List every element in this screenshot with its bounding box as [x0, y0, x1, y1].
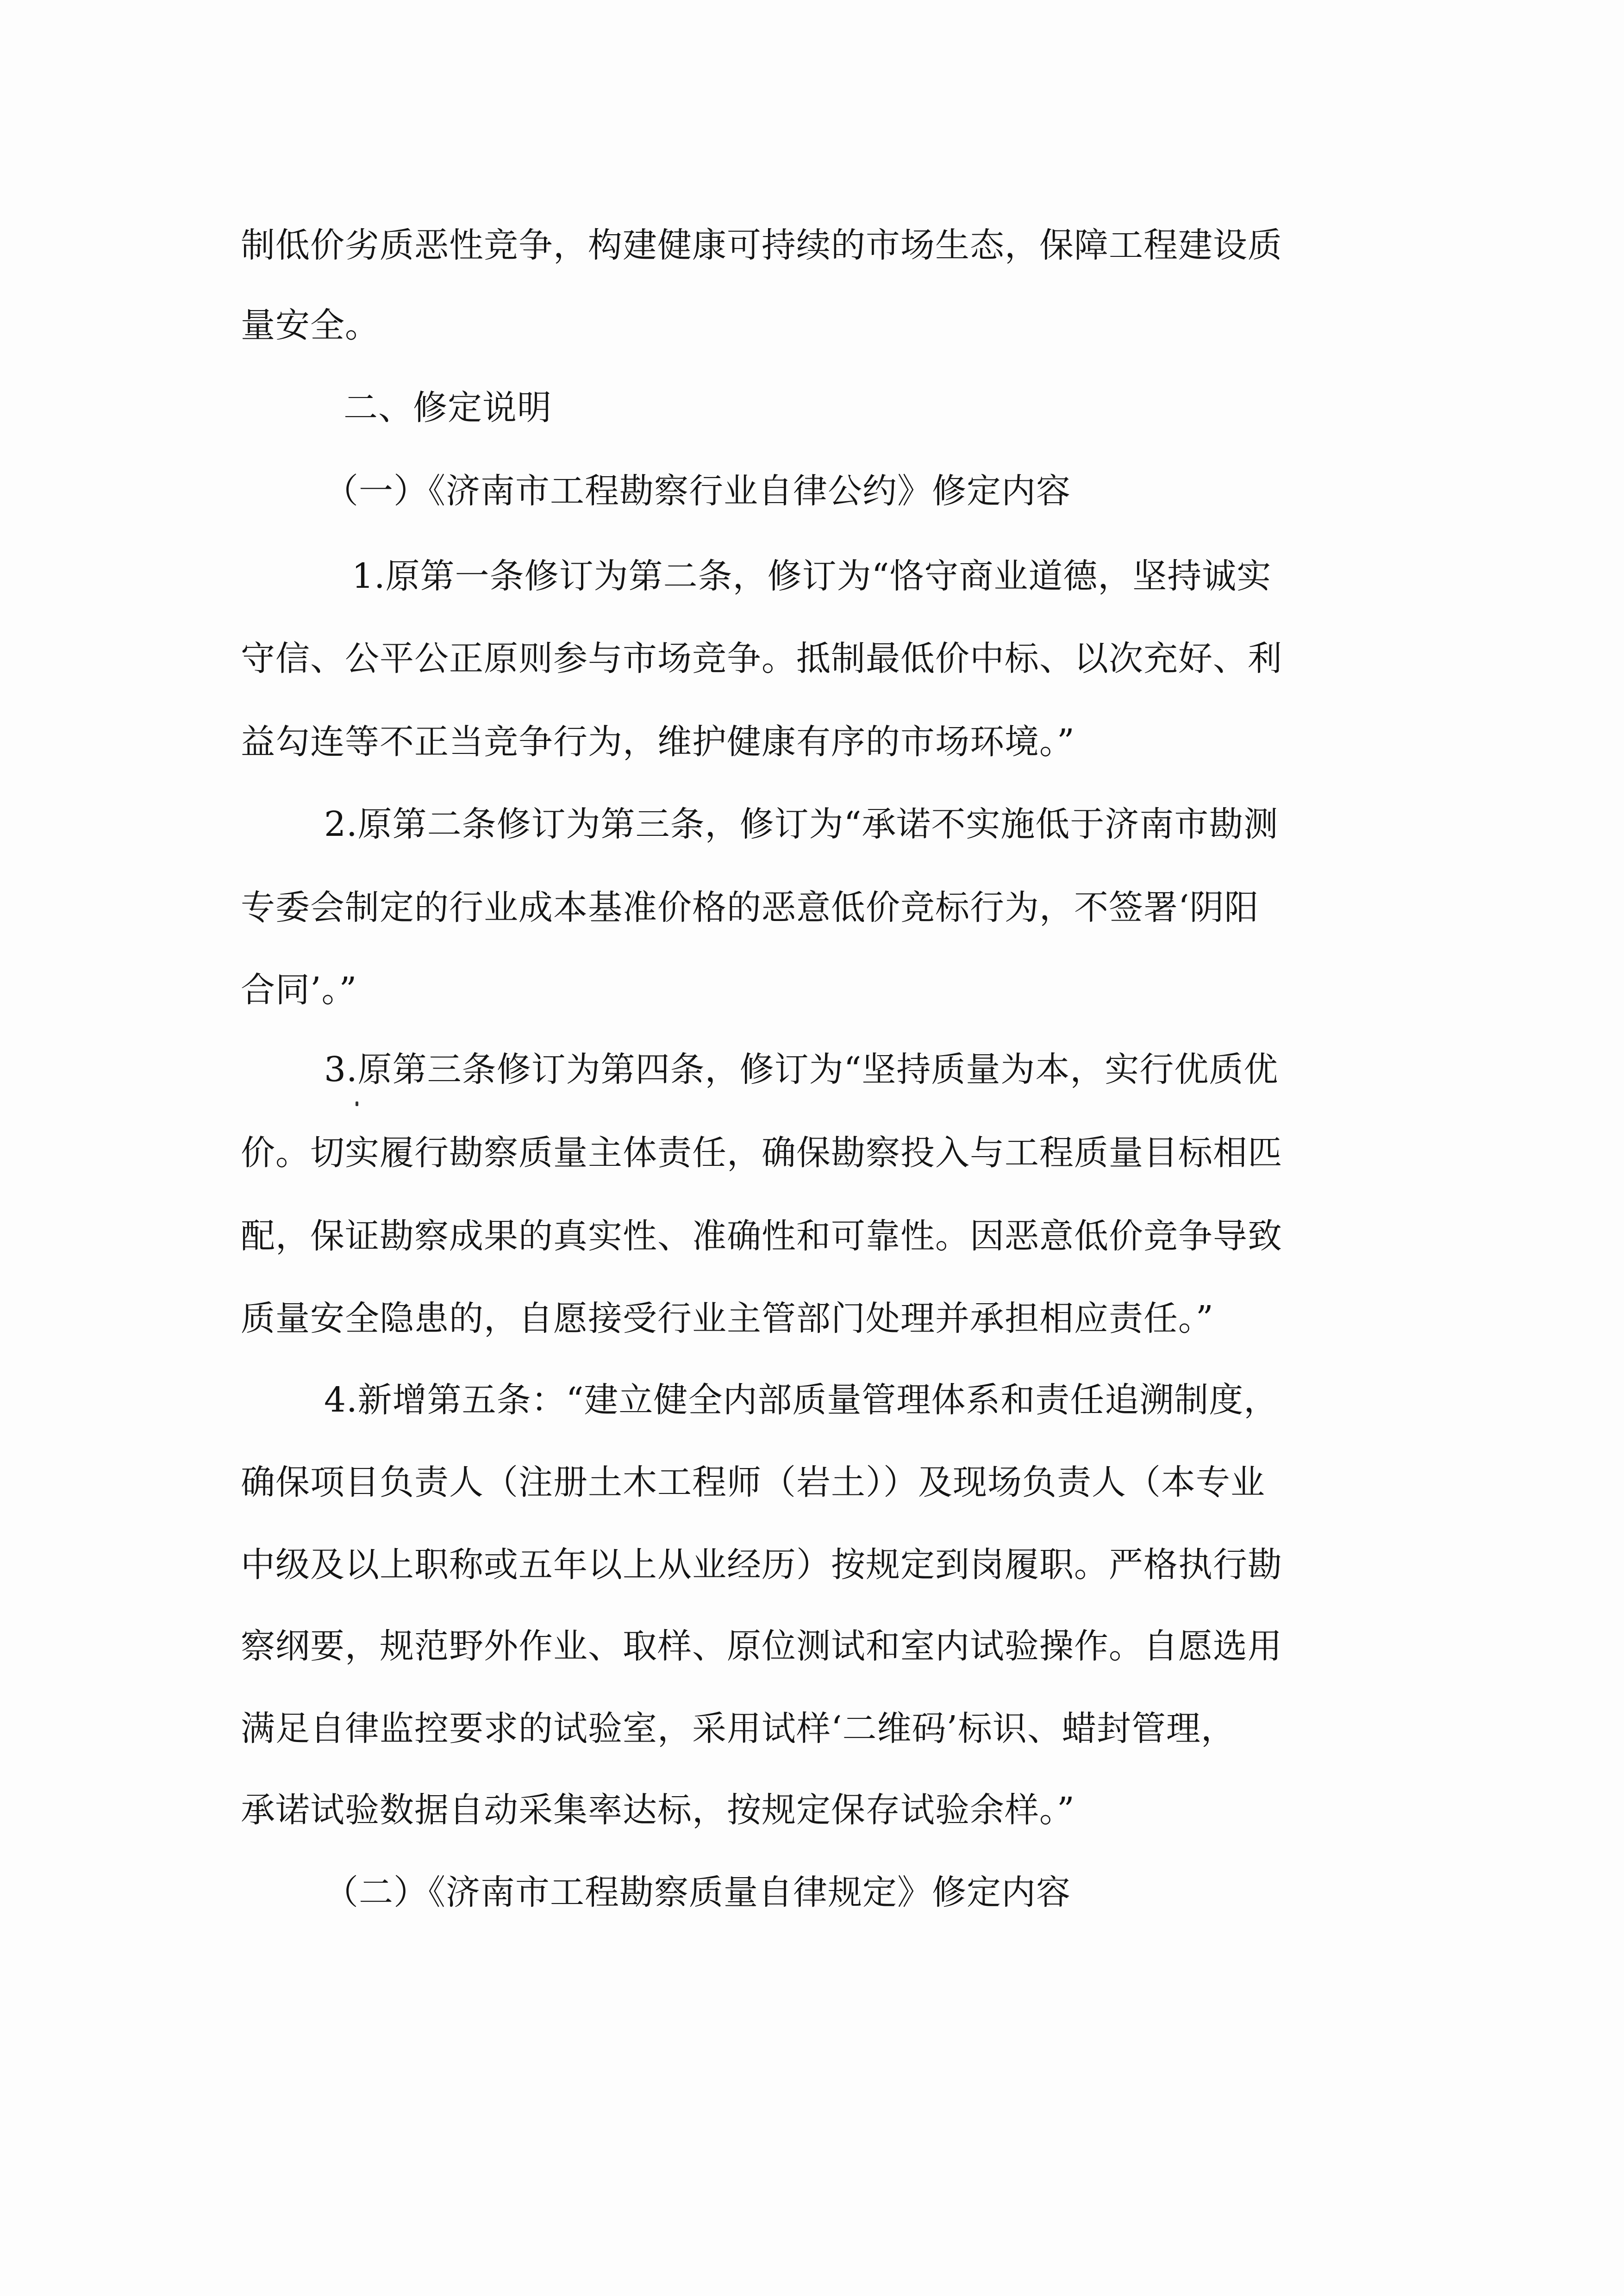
item-2-line-1: 2.原第二条修订为第三条，修订为“承诺不实施低于济南市勘测: [324, 804, 1279, 844]
section-heading: 二、修定说明: [344, 388, 552, 428]
subsection-heading-1: （一）《济南市工程勘察行业自律公约》修定内容: [324, 471, 1071, 511]
text-line-2: 量安全。: [241, 305, 380, 345]
item-3-line-1: 3.原第三条修订为第四条，修订为“坚持质量为本，实行优质优: [324, 1050, 1279, 1089]
item-1-line-1: 1.原第一条修订为第二条，修订为“恪守商业道德，坚持诚实: [352, 556, 1272, 596]
item-3-line-2: 价。切实履行勘察质量主体责任，确保勘察投入与工程质量目标相匹: [241, 1133, 1282, 1173]
item-1-line-2: 守信、公平公正原则参与市场竞争。抵制最低价中标、以次充好、利: [241, 639, 1282, 678]
item-2-line-3: 合同’。”: [241, 970, 357, 1010]
item-2-line-2: 专委会制定的行业成本基准价格的恶意低价竞标行为，不签署‘阴阳: [241, 888, 1259, 927]
subsection-heading-2: （二）《济南市工程勘察质量自律规定》修定内容: [324, 1873, 1071, 1912]
item-4-line-2: 确保项目负责人（注册土木工程师（岩土））及现场负责人（本专业: [241, 1462, 1265, 1502]
item-3-line-4: 质量安全隐患的，自愿接受行业主管部门处理并承担相应责任。”: [241, 1299, 1214, 1338]
text-line-1: 制低价劣质恶性竞争，构建健康可持续的市场生态，保障工程建设质: [241, 225, 1282, 265]
item-4-line-4: 察纲要，规范野外作业、取样、原位测试和室内试验操作。自愿选用: [241, 1626, 1282, 1666]
item-3-line-3: 配，保证勘察成果的真实性、准确性和可靠性。因恶意低价竞争导致: [241, 1216, 1282, 1256]
item-1-line-3: 益勾连等不正当竞争行为，维护健康有序的市场环境。”: [241, 722, 1075, 762]
item-4-line-6: 承诺试验数据自动采集率达标，按规定保存试验余样。”: [241, 1790, 1075, 1830]
item-4-line-3: 中级及以上职称或五年以上从业经历）按规定到岗履职。严格执行勘: [241, 1545, 1282, 1585]
scan-speck: [356, 1101, 358, 1106]
item-4-line-1: 4.新增第五条：“建立健全内部质量管理体系和责任追溯制度，: [324, 1380, 1279, 1420]
item-4-line-5: 满足自律监控要求的试验室，采用试样‘二维码’标识、蜡封管理，: [241, 1709, 1236, 1748]
